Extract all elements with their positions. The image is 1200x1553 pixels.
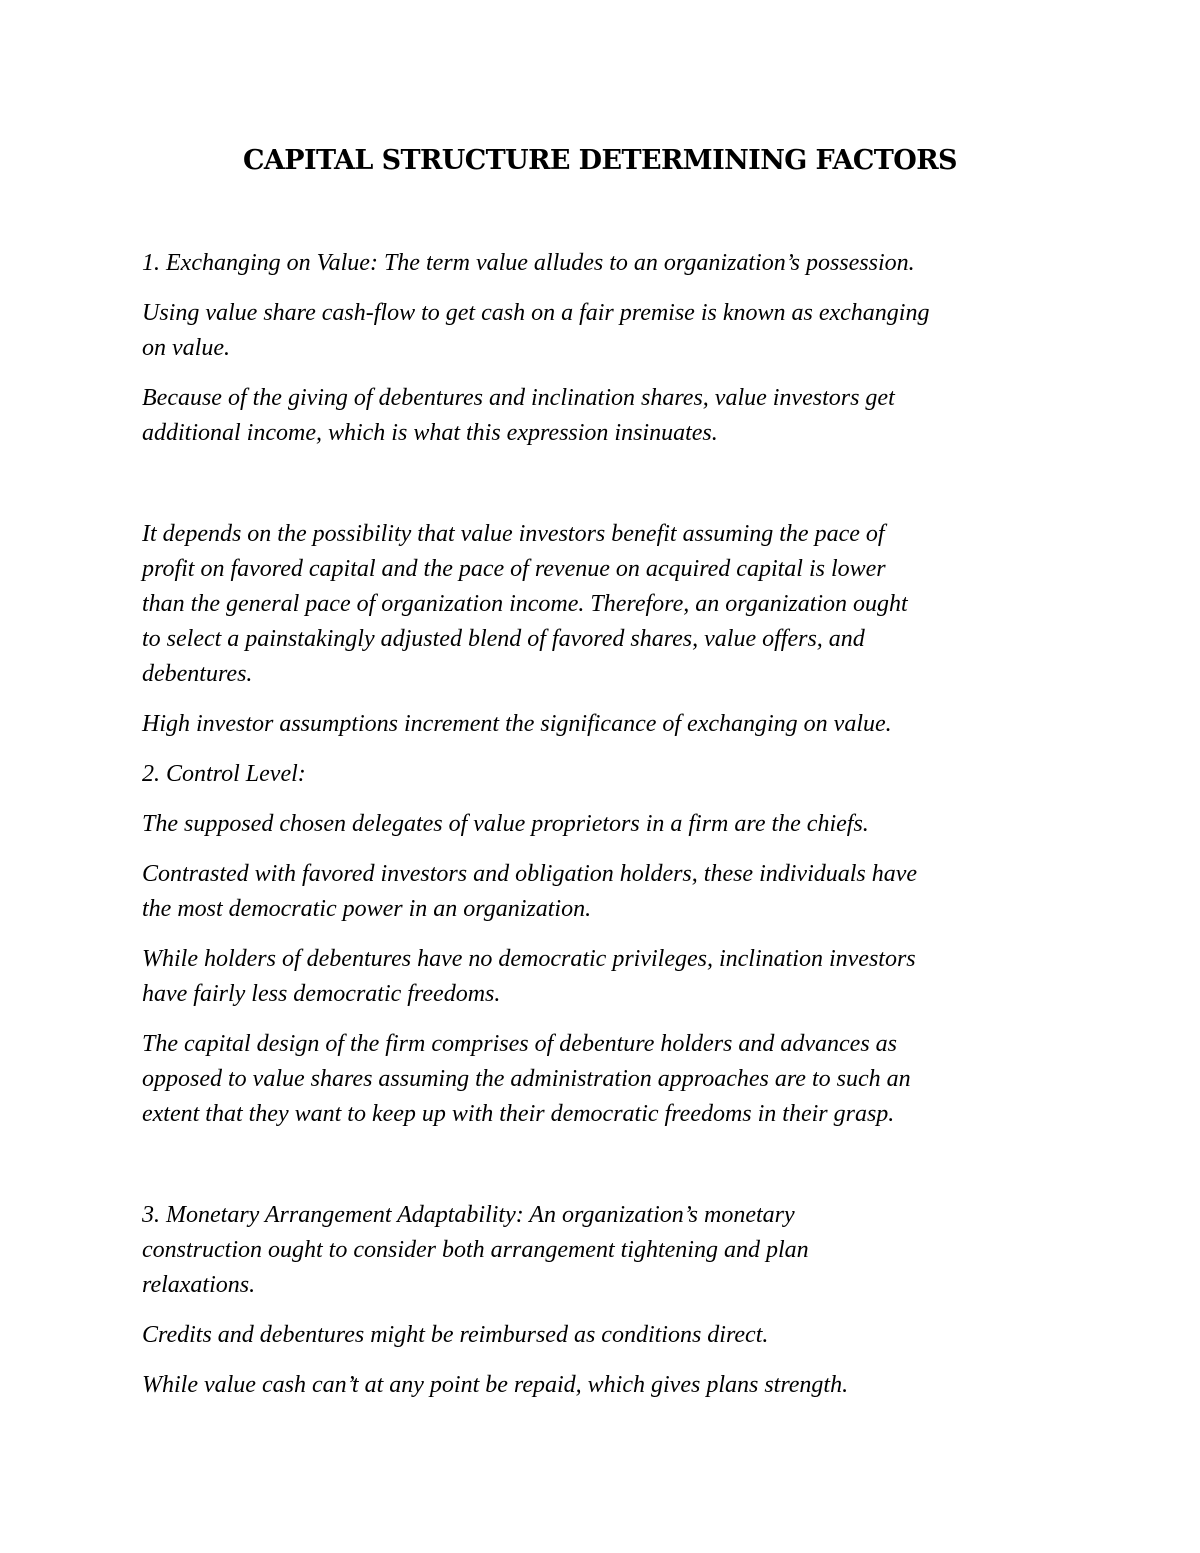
text-line: construction ought to consider both arrangement tightening and plan	[142, 1237, 809, 1263]
paragraph	[142, 807, 1072, 842]
document-body	[142, 246, 1072, 1418]
paragraph	[142, 1368, 1072, 1403]
text-line: While holders of debentures have no democratic privileges, inclination investors	[142, 946, 916, 972]
paragraph	[142, 381, 1072, 451]
document-title: CAPITAL STRUCTURE DETERMINING FACTORS	[243, 145, 957, 176]
text-line: to select a painstakingly adjusted blend of favored shares, value offers, and	[142, 626, 865, 652]
text-line: 1. Exchanging on Value: The term value alludes to an organization’s possession.	[142, 250, 915, 276]
text-line: additional income, which is what this expression insinuates.	[142, 420, 718, 446]
paragraph	[142, 296, 1072, 366]
text-line: The supposed chosen delegates of value proprietors in a firm are the chiefs.	[142, 811, 869, 837]
text-line: Contrasted with favored investors and obligation holders, these individuals have	[142, 861, 918, 887]
text-line: It depends on the possibility that value investors benefit assuming the pace of	[142, 521, 885, 547]
text-line: the most democratic power in an organization.	[142, 896, 592, 922]
paragraph	[142, 1318, 1072, 1353]
paragraph-control-heading	[142, 757, 1072, 792]
text-line: relaxations.	[142, 1272, 256, 1298]
text-line: on value.	[142, 335, 230, 361]
paragraph	[142, 707, 1072, 742]
text-line: Credits and debentures might be reimbursed as conditions direct.	[142, 1322, 769, 1348]
text-line: 2. Control Level:	[142, 761, 306, 787]
blank-gap	[142, 466, 1072, 517]
paragraph	[142, 1027, 1072, 1132]
text-line: profit on favored capital and the pace of revenue on acquired capital is lower	[142, 556, 886, 582]
text-line: Using value share cash-flow to get cash on a fair premise is known as exchanging	[142, 300, 930, 326]
paragraph	[142, 942, 1072, 1012]
text-line: The capital design of the firm comprises of debenture holders and advances as	[142, 1031, 898, 1057]
paragraph	[142, 857, 1072, 927]
blank-gap	[142, 1147, 1072, 1198]
paragraph-trading-on-equity-intro	[142, 246, 1072, 281]
text-line: Because of the giving of debentures and inclination shares, value investors get	[142, 385, 895, 411]
text-line: than the general pace of organization income. Therefore, an organization ought	[142, 591, 908, 617]
paragraph	[142, 517, 1072, 692]
text-line: 3. Monetary Arrangement Adaptability: An organization’s monetary	[142, 1202, 795, 1228]
paragraph-flexibility-heading	[142, 1198, 1072, 1303]
text-line: opposed to value shares assuming the administration approaches are to such an	[142, 1066, 911, 1092]
text-line: extent that they want to keep up with their democratic freedoms in their grasp.	[142, 1101, 895, 1127]
text-line: While value cash can’t at any point be repaid, which gives plans strength.	[142, 1372, 849, 1398]
text-line: High investor assumptions increment the significance of exchanging on value.	[142, 711, 892, 737]
text-line: have fairly less democratic freedoms.	[142, 981, 501, 1007]
text-line: debentures.	[142, 661, 253, 687]
